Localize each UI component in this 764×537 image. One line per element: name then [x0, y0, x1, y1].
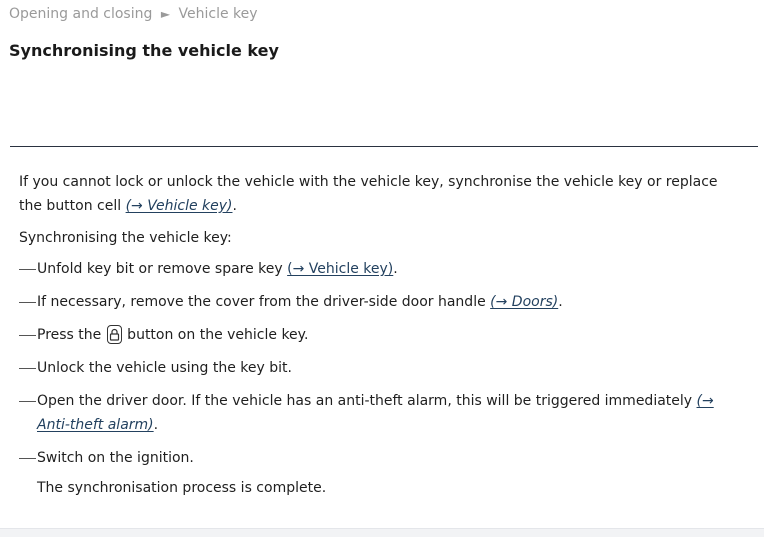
intro-paragraph: If you cannot lock or unlock the vehicle with the vehicle key, synchronise the vehicle key or replace the button cell (→ Vehicle key).	[19, 174, 718, 214]
lock-button-icon	[107, 325, 122, 344]
list-item: Unlock the vehicle using the key bit.	[19, 356, 739, 380]
dash-bullet	[19, 269, 36, 270]
breadcrumb-current[interactable]: Vehicle key	[178, 6, 258, 22]
list-item: Unfold key bit or remove spare key (→ Vehicle key).	[19, 257, 739, 281]
link-doors[interactable]: (→ Doors)	[490, 294, 559, 310]
breadcrumb	[9, 6, 258, 22]
breadcrumb-parent[interactable]: Opening and closing	[9, 6, 153, 22]
steps-label: Synchronising the vehicle key:	[19, 230, 232, 246]
dash-bullet	[19, 368, 36, 369]
dash-bullet	[19, 335, 36, 336]
list-item: If necessary, remove the cover from the driver-side door handle (→ Doors).	[19, 290, 739, 314]
list-item: Switch on the ignition.	[19, 446, 739, 470]
dash-bullet	[19, 302, 36, 303]
result-text: The synchronisation process is complete.	[37, 480, 327, 496]
breadcrumb-separator: ►	[160, 7, 171, 21]
list-item: Open the driver door. If the vehicle has an anti-theft alarm, this will be triggered immediately (→ Anti-theft alarm).	[19, 389, 739, 437]
dash-bullet	[19, 401, 36, 402]
link-anti-theft-alarm[interactable]: (→ Anti-theft alarm)	[37, 393, 714, 433]
footer-bar	[0, 528, 764, 537]
steps-list	[19, 257, 739, 470]
page-title: Synchronising the vehicle key	[9, 41, 279, 60]
link-vehicle-key[interactable]: (→ Vehicle key)	[125, 198, 233, 214]
article-body	[19, 170, 739, 500]
dash-bullet	[19, 458, 36, 459]
link-vehicle-key[interactable]: (→ Vehicle key)	[287, 261, 394, 277]
section-divider	[10, 146, 758, 147]
intro-text: If you cannot lock or unlock the vehicle with the vehicle key, synchronise the vehicle key or replace the button cell	[19, 174, 718, 214]
list-item: Press the button on the vehicle key.	[19, 323, 739, 347]
